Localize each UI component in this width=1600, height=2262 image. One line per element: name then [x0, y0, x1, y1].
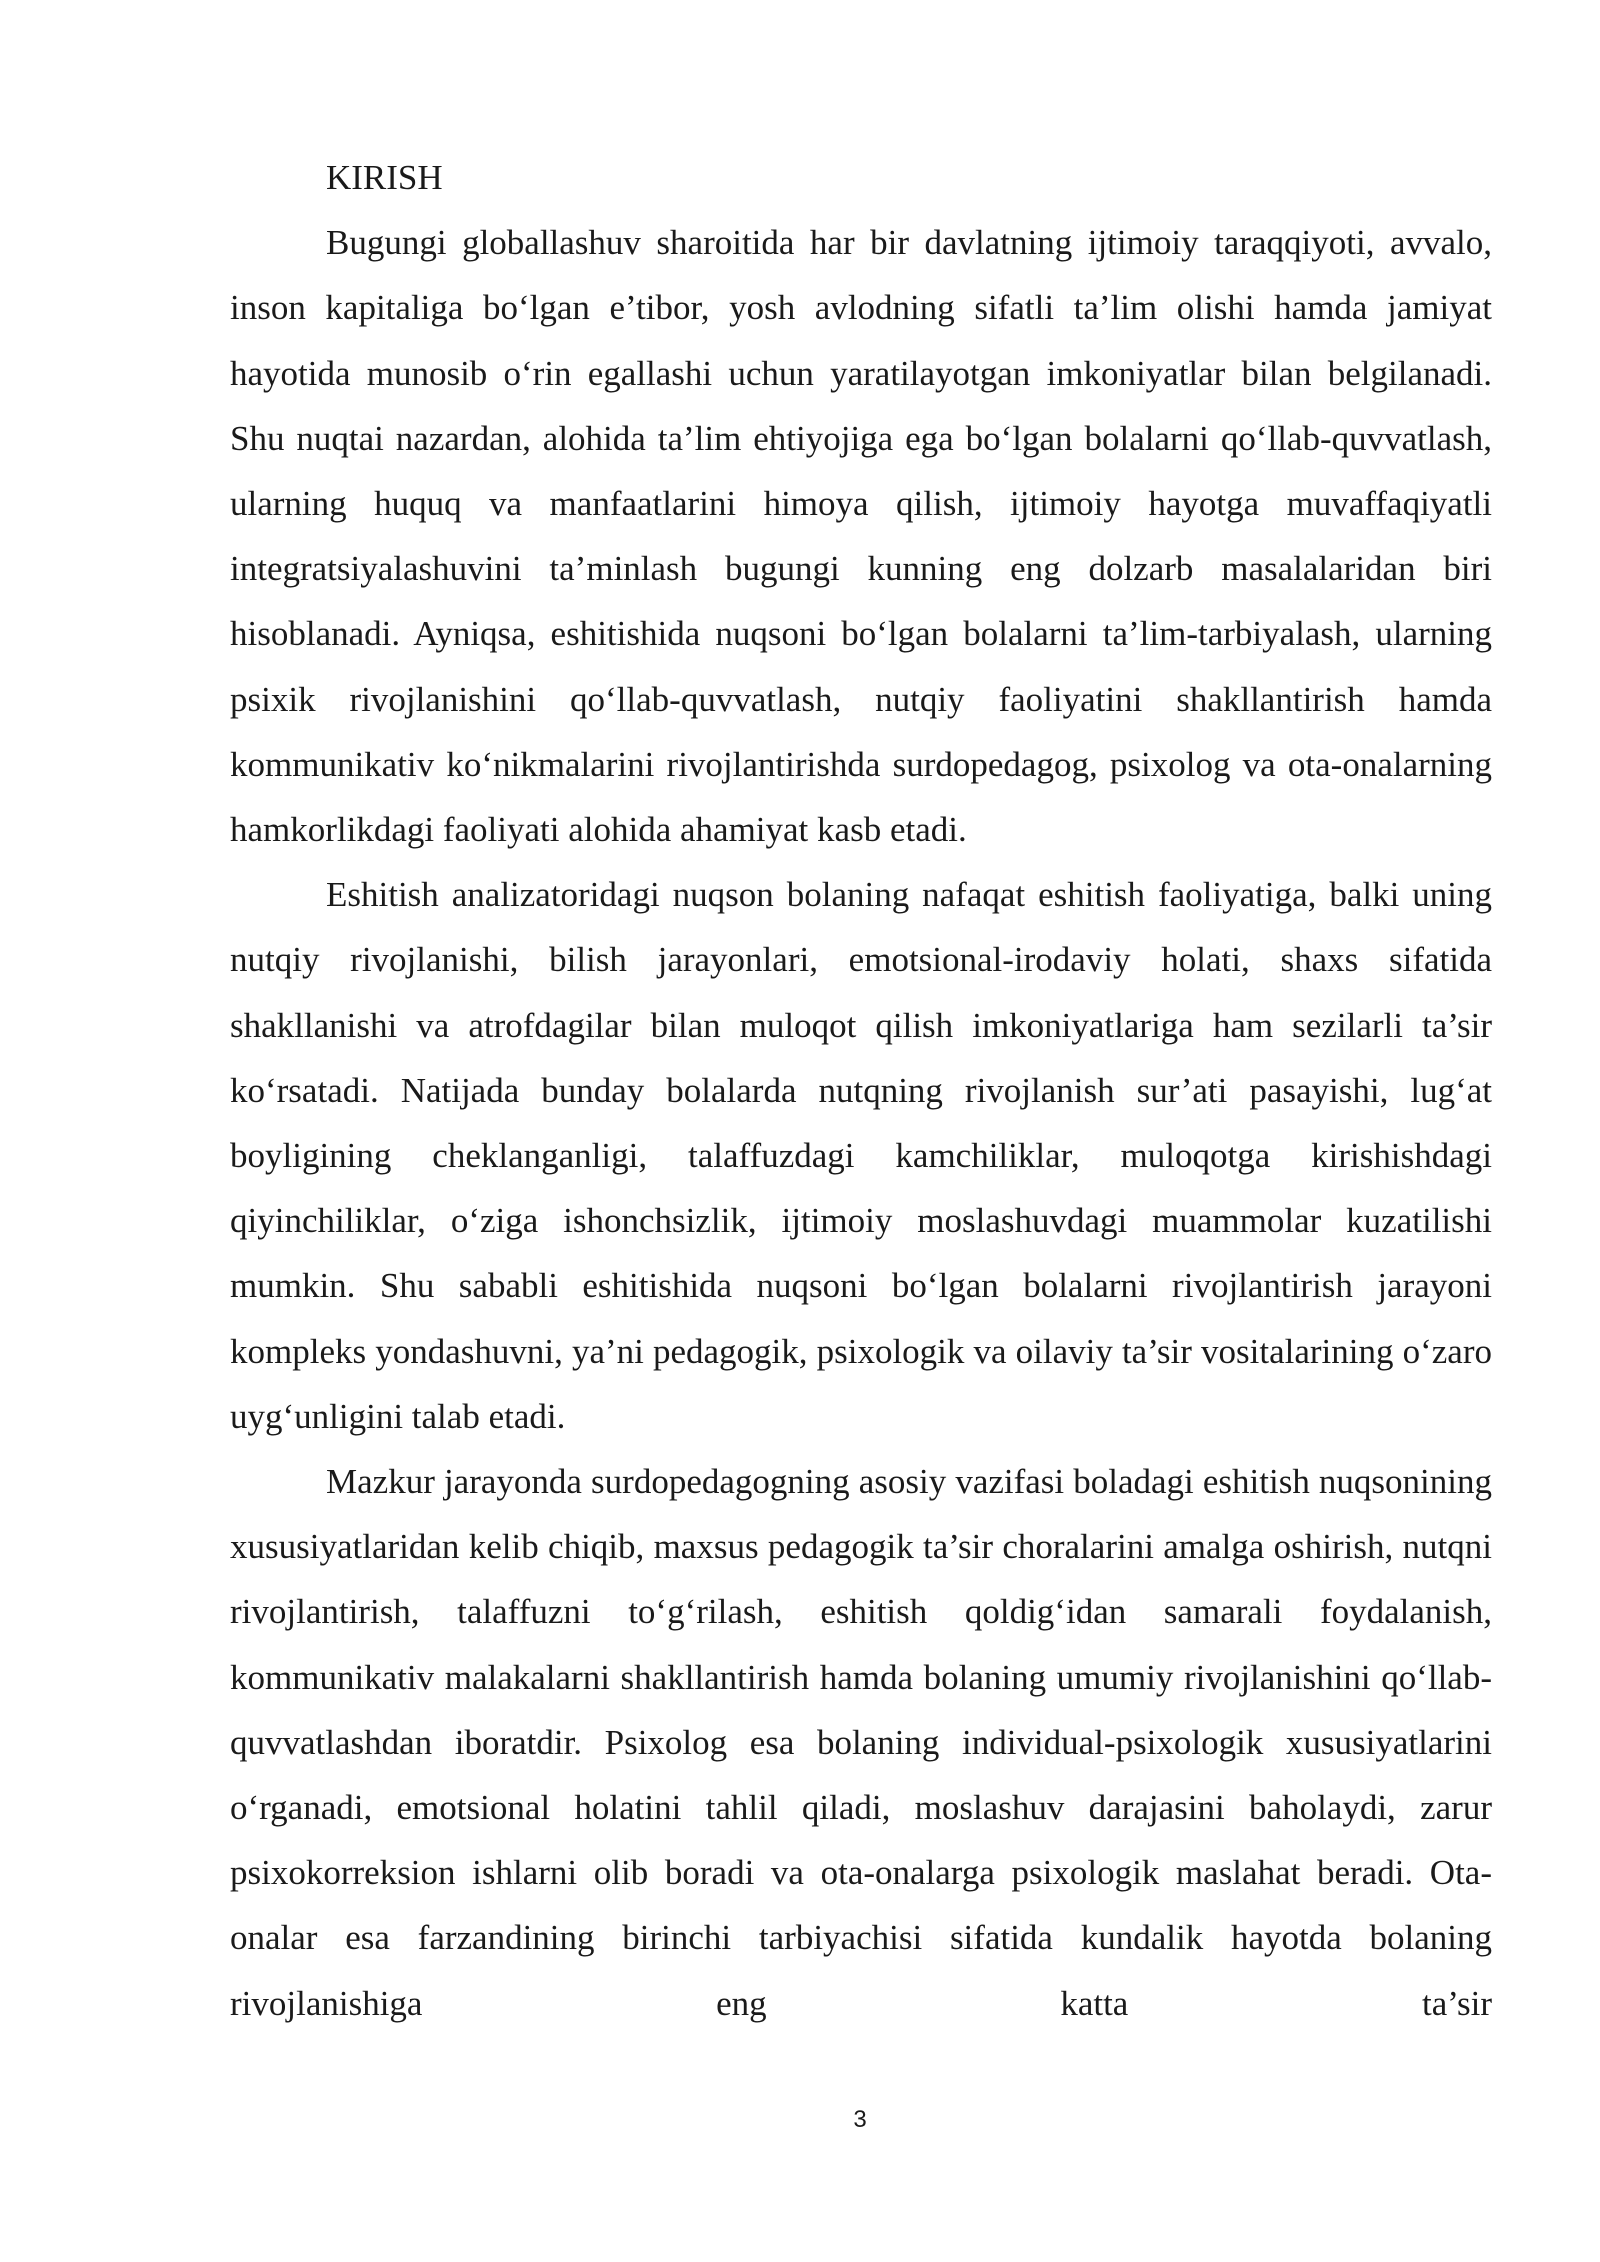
paragraph-3: Mazkur jarayonda surdopedagogning asosiy vazifasi boladagi eshitish nuqsonining xususiyatlaridan kelib chiqib, maxsus pedagogik ta’sir choralarini amalga oshirish, nutqni rivojlantirish, talaffuzni to‘g‘rilash, eshitish qoldig‘idan samarali foydalanish, kommunikativ malakalarni shakllantirish hamda bolaning umumiy rivojlanishini qo‘llab-quvvatlashdan iboratdir. Psixolog esa bolaning individual-psixologik xususiyatlarini o‘rganadi, emotsional holatini tahlil qiladi, moslashuv darajasini baholaydi, zarur psixokorreksion ishlarni olib boradi va ota-onalarga psixologik maslahat beradi. Ota-onalar esa farzandining birinchi tarbiyachisi sifatida kundalik hayotda bolaning rivojlanishiga eng katta ta’sir — [230, 1462, 1492, 2023]
section-heading: KIRISH — [326, 158, 443, 197]
paragraph-1: Bugungi globallashuv sharoitida har bir davlatning ijtimoiy taraqqiyoti, avvalo, inson kapitaliga bo‘lgan e’tibor, yosh avlodning sifatli ta’lim olishi hamda jamiyat hayotida munosib o‘rin egallashi uchun yaratilayotgan imkoniyatlar bilan belgilanadi. Shu nuqtai nazardan, alohida ta’lim ehtiyojiga ega bo‘lgan bolalarni qo‘llab-quvvatlash, ularning huquq va manfaatlarini himoya qilish, ijtimoiy hayotga muvaffaqiyatli integratsiyalashuvini ta’minlash bugungi kunning eng dolzarb masalalaridan biri hisoblanadi. Ayniqsa, eshitishida nuqsoni bo‘lgan bolalarni ta’lim-tarbiyalash, ularning psixik rivojlanishini qo‘llab-quvvatlash, nutqiy faoliyatini shakllantirish hamda kommunikativ ko‘nikmalarini rivojlantirishda surdopedagog, psixolog va ota-onalarning hamkorlikdagi faoliyati alohida ahamiyat kasb etadi. — [230, 223, 1492, 850]
document-body — [230, 145, 1492, 2036]
paragraph-2: Eshitish analizatoridagi nuqson bolaning nafaqat eshitish faoliyatiga, balki uning nutqiy rivojlanishi, bilish jarayonlari, emotsional-irodaviy holati, shaxs sifatida shakllanishi va atrofdagilar bilan muloqot qilish imkoniyatlariga ham sezilarli ta’sir ko‘rsatadi. Natijada bunday bolalarda nutqning rivojlanish sur’ati pasayishi, lug‘at boyligining cheklanganligi, talaffuzdagi kamchiliklar, muloqotga kirishishdagi qiyinchiliklar, o‘ziga ishonchsizlik, ijtimoiy moslashuvdagi muammolar kuzatilishi mumkin. Shu sababli eshitishida nuqsoni bo‘lgan bolalarni rivojlantirish jarayoni kompleks yondashuvni, ya’ni pedagogik, psixologik va oilaviy ta’sir vositalarining o‘zaro uyg‘unligini talab etadi. — [230, 875, 1492, 1436]
page-number: 3 — [853, 2106, 867, 2133]
